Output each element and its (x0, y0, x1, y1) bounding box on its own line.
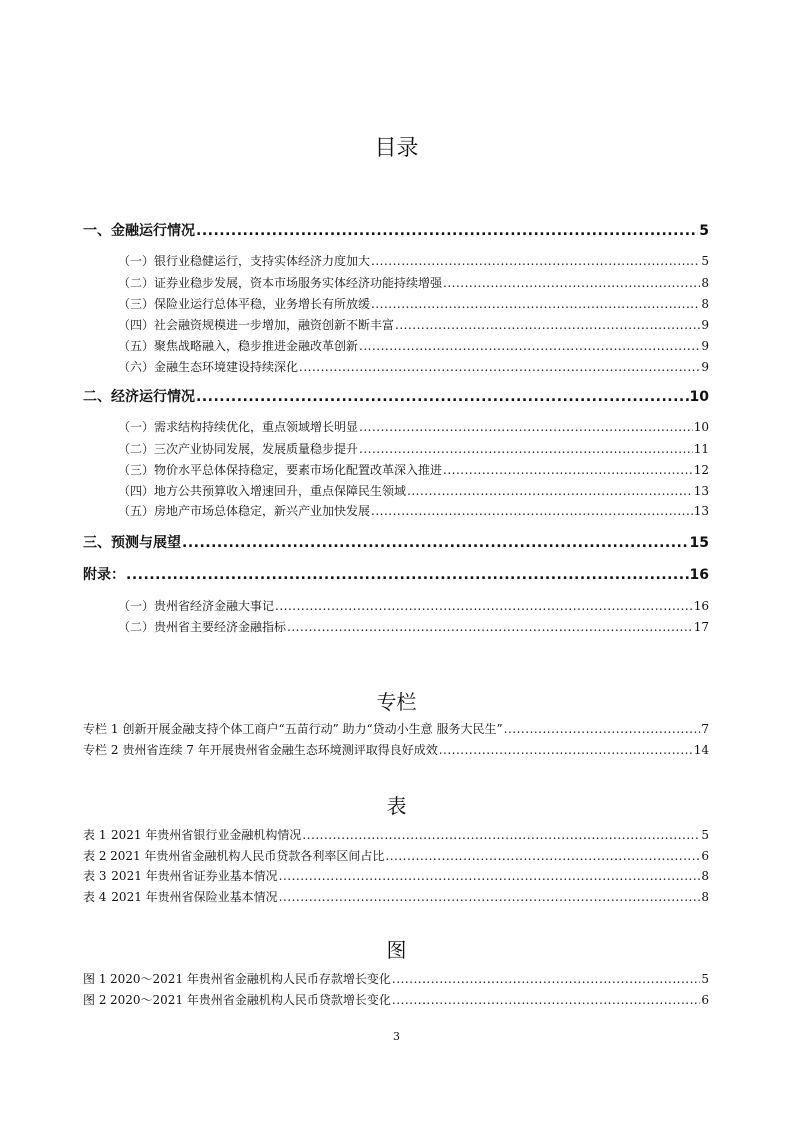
toc-page-number: 9 (701, 318, 709, 332)
toc-page-number: 10 (693, 420, 709, 434)
table-entry[interactable] (83, 888, 709, 905)
toc-section-label: 一、金融运行情况 (83, 223, 195, 239)
column-title: 贵州省连续 7 年开展贵州省金融生态环境测评取得良好成效 (122, 743, 438, 757)
dot-leader (275, 599, 693, 613)
dot-leader (126, 567, 689, 583)
table-title: 2021 年贵州省金融机构人民币贷款各利率区间占比 (110, 849, 385, 863)
dot-leader (359, 339, 700, 353)
figures-heading: 图 (386, 938, 407, 962)
toc-entry-label: （一）银行业稳健运行，支持实体经济力度加大 (118, 254, 371, 268)
toc-section-label: 三、预测与展望 (83, 535, 181, 551)
column-entry[interactable] (83, 720, 709, 737)
dot-leader (196, 223, 698, 239)
toc-entry[interactable] (118, 461, 709, 478)
dot-leader (287, 620, 693, 634)
toc-section-finance[interactable] (83, 220, 709, 240)
figure-number: 图 1 (83, 972, 107, 986)
toc-page-number: 13 (693, 504, 709, 518)
toc-entry-label: （三）物价水平总体保持稳定，要素市场化配置改革深入推进 (118, 463, 443, 477)
toc-page-number: 16 (689, 567, 709, 583)
toc-page-number: 5 (701, 254, 709, 268)
dot-leader (407, 484, 693, 498)
table-number: 表 1 (83, 828, 107, 842)
toc-page-number: 8 (701, 890, 709, 904)
column-entry[interactable] (83, 741, 709, 758)
columns-heading: 专栏 (376, 690, 417, 714)
dot-leader (279, 869, 701, 883)
toc-section-outlook[interactable] (83, 532, 709, 552)
dot-leader (371, 504, 693, 518)
toc-entry[interactable] (118, 252, 709, 269)
figure-number: 图 2 (83, 993, 107, 1007)
toc-page-number: 16 (693, 599, 709, 613)
toc-entry[interactable] (118, 597, 709, 614)
dot-leader (439, 743, 693, 757)
toc-page-number: 8 (701, 297, 709, 311)
toc-entry[interactable] (118, 337, 709, 354)
toc-page-number: 13 (693, 484, 709, 498)
table-title: 2021 年贵州省保险业基本情况 (111, 890, 278, 904)
table-entry[interactable] (83, 867, 709, 884)
dot-leader (443, 463, 693, 477)
toc-page-number: 6 (701, 993, 709, 1007)
dot-leader (385, 849, 700, 863)
toc-entry-label: （二）贵州省主要经济金融指标 (118, 620, 287, 634)
dot-leader (395, 318, 700, 332)
toc-entry[interactable] (118, 502, 709, 519)
toc-page-number: 14 (693, 743, 709, 757)
toc-entry-label: （五）房地产市场总体稳定，新兴产业加快发展 (118, 504, 371, 518)
toc-page-number: 7 (701, 722, 709, 736)
toc-page-number: 17 (693, 620, 709, 634)
toc-page-number: 9 (701, 360, 709, 374)
toc-section-appendix[interactable] (83, 564, 709, 584)
dot-leader (302, 828, 700, 842)
toc-entry-label: （四）社会融资规模进一步增加，融资创新不断丰富 (118, 318, 395, 332)
toc-entry[interactable] (118, 358, 709, 375)
toc-section-label: 附录： (83, 567, 125, 583)
dot-leader (504, 722, 701, 736)
page-number: 3 (393, 1030, 400, 1043)
dot-leader (392, 972, 700, 986)
table-number: 表 3 (83, 869, 107, 883)
toc-entry[interactable] (118, 482, 709, 499)
dot-leader (196, 389, 689, 405)
toc-entry-label: （五）聚焦战略融入，稳步推进金融改革创新 (118, 339, 359, 353)
toc-page-number: 8 (701, 869, 709, 883)
toc-entry[interactable] (118, 295, 709, 312)
page-title: 目录 (374, 136, 419, 161)
toc-section-label: 二、经济运行情况 (83, 389, 195, 405)
dot-leader (443, 276, 700, 290)
toc-entry[interactable] (118, 316, 709, 333)
toc-entry[interactable] (118, 274, 709, 291)
dot-leader (371, 254, 700, 268)
toc-entry-label: （四）地方公共预算收入增速回升，重点保障民生领域 (118, 484, 407, 498)
figure-entry[interactable] (83, 991, 709, 1008)
toc-page-number: 10 (689, 389, 709, 405)
column-title: 创新开展金融支持个体工商户“五苗行动” 助力“贷动小生意 服务大民生” (122, 722, 503, 736)
dot-leader (359, 442, 693, 456)
toc-page-number: 5 (701, 972, 709, 986)
dot-leader (371, 297, 700, 311)
toc-page-number: 8 (701, 276, 709, 290)
table-number: 表 2 (83, 849, 107, 863)
figure-title: 2020～2021 年贵州省金融机构人民币存款增长变化 (110, 972, 391, 986)
toc-entry-label: （一）贵州省经济金融大事记 (118, 599, 275, 613)
toc-entry[interactable] (118, 618, 709, 635)
tables-heading: 表 (386, 794, 407, 818)
dot-leader (392, 993, 700, 1007)
toc-page-number: 12 (693, 463, 709, 477)
dot-leader (279, 890, 701, 904)
column-number: 专栏 2 (83, 743, 119, 757)
toc-page-number: 5 (701, 828, 709, 842)
dot-leader (182, 535, 689, 551)
dot-leader (359, 420, 693, 434)
toc-page-number: 5 (699, 223, 709, 239)
toc-entry[interactable] (118, 418, 709, 435)
column-number: 专栏 1 (83, 722, 119, 736)
toc-entry-label: （一）需求结构持续优化，重点领域增长明显 (118, 420, 359, 434)
table-title: 2021 年贵州省银行业金融机构情况 (111, 828, 302, 842)
toc-section-economy[interactable] (83, 386, 709, 406)
toc-page-number: 15 (689, 535, 709, 551)
table-title: 2021 年贵州省证券业基本情况 (111, 869, 278, 883)
table-entry[interactable] (83, 847, 709, 864)
toc-entry-label: （三）保险业运行总体平稳，业务增长有所放缓 (118, 297, 371, 311)
dot-leader (299, 360, 700, 374)
toc-page-number: 9 (701, 339, 709, 353)
toc-entry-label: （二）三次产业协同发展，发展质量稳步提升 (118, 442, 359, 456)
table-entry[interactable] (83, 826, 709, 843)
toc-page-number: 6 (701, 849, 709, 863)
table-number: 表 4 (83, 890, 107, 904)
toc-page-number: 11 (693, 442, 709, 456)
toc-entry-label: （二）证券业稳步发展，资本市场服务实体经济功能持续增强 (118, 276, 443, 290)
figure-entry[interactable] (83, 970, 709, 987)
toc-entry-label: （六）金融生态环境建设持续深化 (118, 360, 299, 374)
figure-title: 2020～2021 年贵州省金融机构人民币贷款增长变化 (110, 993, 391, 1007)
toc-entry[interactable] (118, 440, 709, 457)
